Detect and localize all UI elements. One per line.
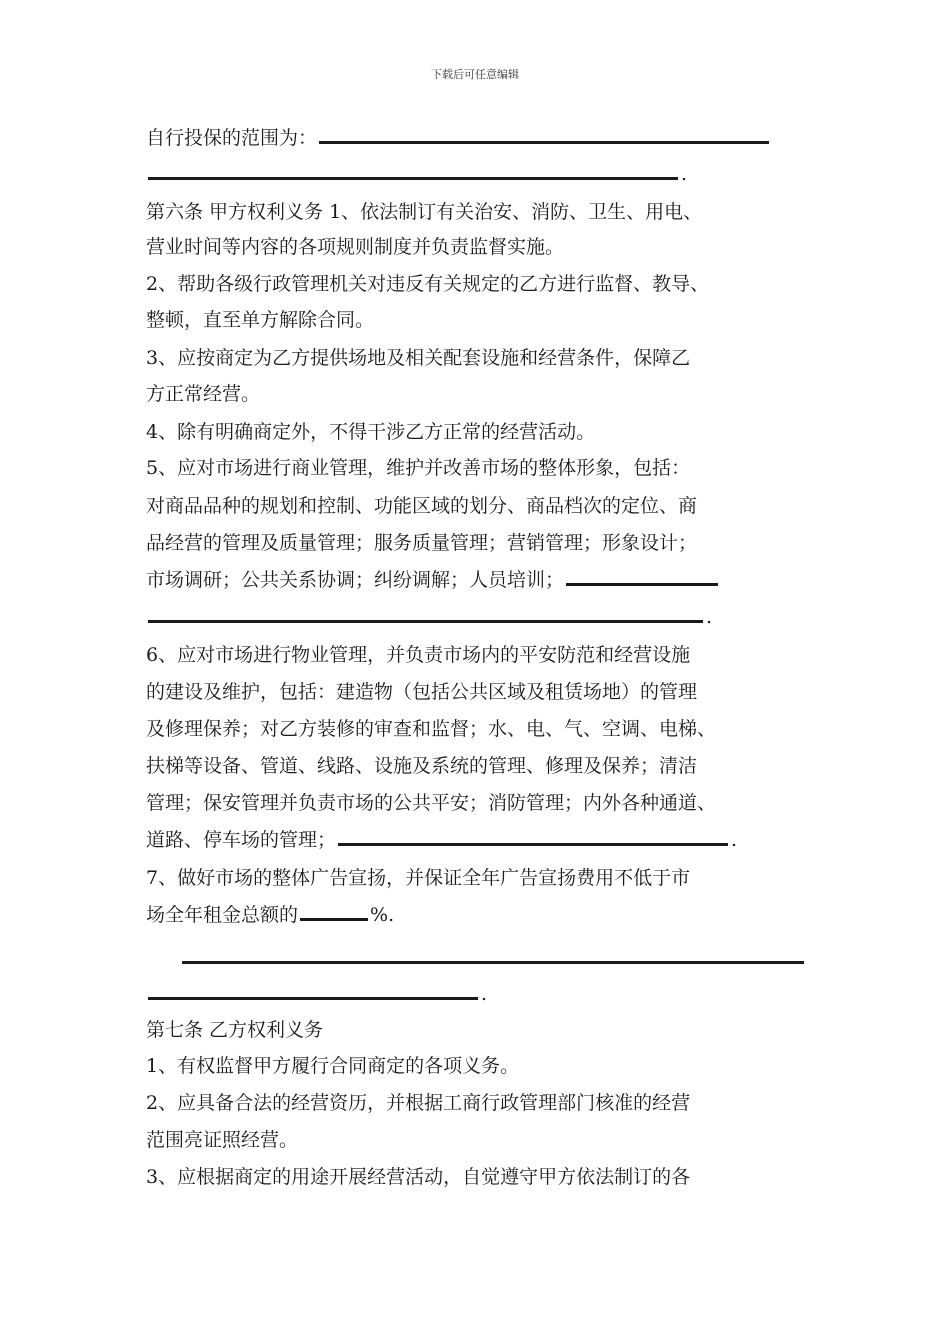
- line-2: .: [146, 162, 811, 186]
- line: 方正常经营。: [146, 383, 261, 405]
- line: .: [146, 605, 811, 629]
- line: 的建设及维护，包括：建造物（包括公共区域及租赁场地）的管理: [146, 681, 698, 703]
- line: 对商品品种的规划和控制、功能区域的划分、商品档次的定位、商: [146, 495, 698, 517]
- line: 扶梯等设备、管道、线路、设施及系统的管理、修理及保养；清洁: [146, 755, 698, 777]
- line: [180, 946, 810, 970]
- line: 6、应对市场进行物业管理，并负责市场内的平安防范和经营设施: [146, 644, 691, 666]
- line: .: [146, 982, 811, 1006]
- fill-in-blank: [182, 947, 804, 964]
- line: 7、做好市场的整体广告宣扬，并保证全年广告宣扬费用不低于市: [146, 867, 691, 889]
- fill-in-blank: [148, 983, 478, 1000]
- line: 2、应具备合法的经营资历，并根据工商行政管理部门核准的经营: [146, 1092, 691, 1114]
- line: 管理；保安管理并负责市场的公共平安；消防管理；内外各种通道、: [146, 792, 717, 814]
- line: 市场调研；公共关系协调；纠纷调解；人员培训；: [146, 568, 811, 592]
- line: 1、有权监督甲方履行合同商定的各项义务。: [146, 1055, 520, 1077]
- fill-in-blank: [319, 127, 769, 144]
- page-header: 下载后可任意编辑: [431, 68, 519, 81]
- fill-in-blank: [148, 163, 678, 180]
- article-6-title: 第六条 甲方权利义务 1、依法制订有关治安、消防、卫生、用电、: [146, 201, 703, 223]
- line: 4、除有明确商定外，不得干涉乙方正常的经营活动。: [146, 421, 596, 443]
- line: 品经营的管理及质量管理；服务质量管理；营销管理；形象设计；: [146, 532, 698, 554]
- line: 整顿，直至单方解除合同。: [146, 309, 375, 331]
- fill-in-blank: [566, 569, 718, 586]
- line: 营业时间等内容的各项规则制度并负责监督实施。: [146, 236, 565, 258]
- line: 范围亮证照经营。: [146, 1129, 299, 1151]
- line: 3、应根据商定的用途开展经营活动，自觉遵守甲方依法制订的各: [146, 1166, 691, 1188]
- line: 5、应对市场进行商业管理，维护并改善市场的整体形象，包括：: [146, 457, 691, 479]
- fill-in-blank: [148, 606, 703, 623]
- line: 及修理保养；对乙方装修的审查和监督；水、电、气、空调、电梯、: [146, 718, 717, 740]
- line: 2、帮助各级行政管理机关对违反有关规定的乙方进行监督、教导、: [146, 273, 710, 295]
- line: 场全年租金总额的 %.: [146, 904, 395, 926]
- line: 3、应按商定为乙方提供场地及相关配套设施和经营条件，保障乙: [146, 347, 691, 369]
- fill-in-blank: [338, 829, 728, 846]
- article-7-title: 第七条 乙方权利义务: [146, 1019, 324, 1041]
- line: 道路、停车场的管理； .: [146, 829, 738, 851]
- fill-in-blank: [300, 904, 368, 921]
- line-1: 自行投保的范围为：: [146, 126, 811, 150]
